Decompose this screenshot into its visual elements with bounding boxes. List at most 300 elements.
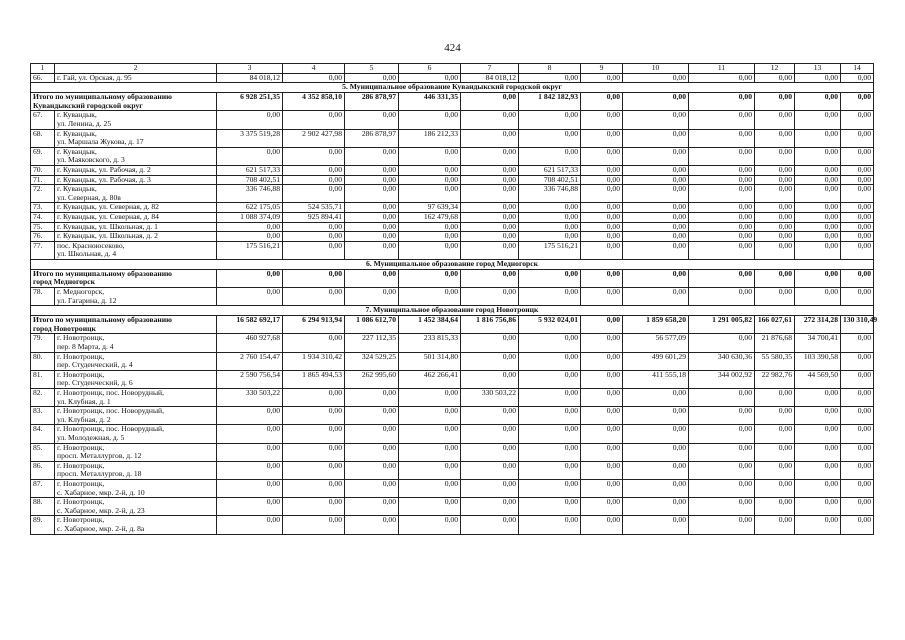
value-cell: 0,00 bbox=[217, 288, 283, 306]
column-header: 11 bbox=[689, 64, 755, 74]
address-cell bbox=[55, 498, 217, 516]
value-cell: 0,00 bbox=[841, 185, 874, 203]
value-cell: 0,00 bbox=[345, 389, 399, 407]
table-row bbox=[31, 232, 874, 242]
value-cell: 0,00 bbox=[217, 443, 283, 461]
value-cell: 1 816 756,86 bbox=[461, 316, 519, 334]
address-line: с. Хабарное, мкр. 2-й, д. 8а bbox=[57, 523, 145, 533]
table-row bbox=[31, 147, 874, 165]
value-cell: 0,00 bbox=[841, 352, 874, 370]
value-cell: 233 815,33 bbox=[399, 334, 461, 352]
value-cell: 0,00 bbox=[519, 352, 581, 370]
value-cell: 0,00 bbox=[519, 389, 581, 407]
value-cell: 0,00 bbox=[795, 129, 841, 147]
value-cell: 227 112,35 bbox=[345, 334, 399, 352]
value-cell: 0,00 bbox=[283, 288, 345, 306]
value-cell: 0,00 bbox=[461, 93, 519, 111]
value-cell: 0,00 bbox=[581, 479, 623, 497]
value-cell: 0,00 bbox=[399, 288, 461, 306]
value-cell: 0,00 bbox=[689, 203, 755, 213]
value-cell: 0,00 bbox=[581, 93, 623, 111]
column-header: 14 bbox=[841, 64, 874, 74]
value-cell: 0,00 bbox=[519, 370, 581, 388]
address-line: г. Кувандык, bbox=[57, 146, 97, 156]
value-cell: 0,00 bbox=[581, 73, 623, 83]
value-cell: 0,00 bbox=[283, 147, 345, 165]
value-cell: 0,00 bbox=[623, 389, 689, 407]
value-cell: 0,00 bbox=[689, 443, 755, 461]
value-cell: 0,00 bbox=[399, 461, 461, 479]
value-cell: 0,00 bbox=[399, 241, 461, 259]
value-cell: 0,00 bbox=[795, 516, 841, 534]
value-cell: 0,00 bbox=[841, 443, 874, 461]
table-row bbox=[31, 407, 874, 425]
value-cell: 0,00 bbox=[345, 443, 399, 461]
value-cell: 0,00 bbox=[581, 222, 623, 232]
address-line: пер. 8 Марта, д. 4 bbox=[57, 342, 114, 352]
value-cell: 446 331,35 bbox=[399, 93, 461, 111]
value-cell: 0,00 bbox=[461, 479, 519, 497]
value-cell: 2 902 427,98 bbox=[283, 129, 345, 147]
table-row bbox=[31, 425, 874, 443]
address-cell bbox=[55, 232, 217, 242]
value-cell: 0,00 bbox=[461, 147, 519, 165]
value-cell: 0,00 bbox=[841, 334, 874, 352]
row-number: 79. bbox=[31, 334, 55, 352]
value-cell: 0,00 bbox=[755, 288, 795, 306]
table-row bbox=[31, 185, 874, 203]
column-header: 4 bbox=[283, 64, 345, 74]
value-cell: 0,00 bbox=[581, 516, 623, 534]
value-cell: 330 503,22 bbox=[217, 389, 283, 407]
column-header: 12 bbox=[755, 64, 795, 74]
address-cell bbox=[55, 73, 217, 83]
value-cell: 0,00 bbox=[689, 461, 755, 479]
value-cell: 0,00 bbox=[519, 425, 581, 443]
value-cell: 55 580,35 bbox=[755, 352, 795, 370]
value-cell: 4 352 858,10 bbox=[283, 93, 345, 111]
value-cell: 336 746,88 bbox=[217, 185, 283, 203]
value-cell: 0,00 bbox=[581, 269, 623, 287]
column-header: 6 bbox=[399, 64, 461, 74]
value-cell: 0,00 bbox=[345, 203, 399, 213]
value-cell: 0,00 bbox=[399, 175, 461, 185]
value-cell: 0,00 bbox=[689, 479, 755, 497]
value-cell: 0,00 bbox=[689, 498, 755, 516]
value-cell: 0,00 bbox=[755, 461, 795, 479]
address-cell bbox=[55, 407, 217, 425]
value-cell: 0,00 bbox=[581, 316, 623, 334]
address-cell bbox=[55, 461, 217, 479]
value-cell: 0,00 bbox=[755, 111, 795, 129]
table-row bbox=[31, 288, 874, 306]
value-cell: 0,00 bbox=[795, 147, 841, 165]
value-cell: 0,00 bbox=[399, 498, 461, 516]
value-cell: 0,00 bbox=[755, 129, 795, 147]
value-cell: 0,00 bbox=[581, 212, 623, 222]
value-cell: 0,00 bbox=[461, 269, 519, 287]
table-row bbox=[31, 334, 874, 352]
value-cell: 0,00 bbox=[519, 269, 581, 287]
row-number: 77. bbox=[31, 241, 55, 259]
value-cell: 0,00 bbox=[345, 479, 399, 497]
value-cell: 0,00 bbox=[623, 461, 689, 479]
value-cell: 0,00 bbox=[795, 389, 841, 407]
value-cell: 0,00 bbox=[755, 241, 795, 259]
value-cell: 1 865 494,53 bbox=[283, 370, 345, 388]
address-line: г. Гай, ул. Орская, д. 95 bbox=[57, 72, 132, 82]
value-cell: 0,00 bbox=[581, 498, 623, 516]
value-cell: 0,00 bbox=[519, 498, 581, 516]
value-cell: 0,00 bbox=[689, 165, 755, 175]
value-cell: 0,00 bbox=[623, 288, 689, 306]
value-cell: 0,00 bbox=[623, 269, 689, 287]
section-title: 6. Муниципальное образование город Медногорск bbox=[31, 259, 874, 269]
value-cell: 1 859 658,20 bbox=[623, 316, 689, 334]
value-cell: 0,00 bbox=[689, 222, 755, 232]
table-row bbox=[31, 241, 874, 259]
value-cell: 0,00 bbox=[841, 73, 874, 83]
value-cell: 0,00 bbox=[755, 147, 795, 165]
value-cell: 0,00 bbox=[623, 165, 689, 175]
value-cell: 0,00 bbox=[689, 232, 755, 242]
value-cell: 0,00 bbox=[623, 73, 689, 83]
section-header-row bbox=[31, 306, 874, 316]
address-line: город Медногорск bbox=[33, 277, 95, 287]
table-row bbox=[31, 203, 874, 213]
value-cell: 0,00 bbox=[519, 407, 581, 425]
value-cell: 0,00 bbox=[399, 232, 461, 242]
value-cell: 56 577,09 bbox=[623, 334, 689, 352]
value-cell: 0,00 bbox=[461, 232, 519, 242]
value-cell: 0,00 bbox=[755, 222, 795, 232]
value-cell: 0,00 bbox=[345, 407, 399, 425]
value-cell: 0,00 bbox=[795, 185, 841, 203]
value-cell: 0,00 bbox=[283, 498, 345, 516]
total-label bbox=[31, 93, 217, 111]
value-cell: 0,00 bbox=[795, 222, 841, 232]
value-cell: 0,00 bbox=[399, 185, 461, 203]
address-line: г. Новотроицк, bbox=[57, 333, 105, 343]
value-cell: 0,00 bbox=[519, 479, 581, 497]
value-cell: 0,00 bbox=[581, 175, 623, 185]
table-row bbox=[31, 479, 874, 497]
value-cell: 0,00 bbox=[581, 407, 623, 425]
section-header-row bbox=[31, 259, 874, 269]
address-line: г. Кувандык, ул. Школьная, д. 2 bbox=[57, 231, 158, 241]
address-line: Кувандыкский городской округ bbox=[33, 100, 143, 110]
address-line: г. Новотроицк, пос. Новорудный, bbox=[57, 424, 165, 434]
address-cell bbox=[55, 147, 217, 165]
value-cell: 2 760 154,47 bbox=[217, 352, 283, 370]
value-cell: 0,00 bbox=[519, 222, 581, 232]
row-number: 84. bbox=[31, 425, 55, 443]
value-cell: 0,00 bbox=[399, 389, 461, 407]
value-cell: 621 517,33 bbox=[217, 165, 283, 175]
address-line: г. Новотроицк, пос. Новорудный, bbox=[57, 388, 165, 397]
value-cell: 0,00 bbox=[841, 129, 874, 147]
section-title: 7. Муниципальное образование город Новотроицк bbox=[31, 306, 874, 316]
value-cell: 0,00 bbox=[755, 165, 795, 175]
value-cell: 0,00 bbox=[841, 212, 874, 222]
value-cell: 0,00 bbox=[795, 443, 841, 461]
value-cell: 0,00 bbox=[755, 73, 795, 83]
value-cell: 0,00 bbox=[519, 461, 581, 479]
table-body bbox=[31, 63, 878, 535]
value-cell: 0,00 bbox=[755, 212, 795, 222]
value-cell: 0,00 bbox=[519, 203, 581, 213]
value-cell: 0,00 bbox=[461, 516, 519, 534]
value-cell: 0,00 bbox=[461, 443, 519, 461]
total-row bbox=[31, 269, 874, 287]
value-cell: 0,00 bbox=[623, 203, 689, 213]
value-cell: 344 002,92 bbox=[689, 370, 755, 388]
value-cell: 622 175,05 bbox=[217, 203, 283, 213]
value-cell: 0,00 bbox=[689, 288, 755, 306]
value-cell: 0,00 bbox=[461, 334, 519, 352]
value-cell: 0,00 bbox=[345, 175, 399, 185]
value-cell: 0,00 bbox=[795, 93, 841, 111]
address-line: ул. Маяковского, д. 3 bbox=[57, 155, 125, 165]
value-cell: 0,00 bbox=[795, 269, 841, 287]
table-row bbox=[31, 461, 874, 479]
value-cell: 0,00 bbox=[689, 389, 755, 407]
column-header: 8 bbox=[519, 64, 581, 74]
value-cell: 0,00 bbox=[345, 212, 399, 222]
value-cell: 501 314,80 bbox=[399, 352, 461, 370]
value-cell: 0,00 bbox=[689, 269, 755, 287]
value-cell: 0,00 bbox=[461, 425, 519, 443]
value-cell: 6 294 913,94 bbox=[283, 316, 345, 334]
table-row bbox=[31, 165, 874, 175]
column-header: 1 bbox=[31, 64, 55, 74]
value-cell: 0,00 bbox=[795, 407, 841, 425]
value-cell: 0,00 bbox=[795, 165, 841, 175]
value-cell: 0,00 bbox=[519, 443, 581, 461]
value-cell: 84 018,12 bbox=[217, 73, 283, 83]
value-cell: 0,00 bbox=[461, 241, 519, 259]
value-cell: 44 569,50 bbox=[795, 370, 841, 388]
value-cell: 0,00 bbox=[519, 73, 581, 83]
value-cell: 0,00 bbox=[581, 147, 623, 165]
value-cell: 0,00 bbox=[755, 407, 795, 425]
value-cell: 0,00 bbox=[623, 175, 689, 185]
value-cell: 1 086 612,70 bbox=[345, 316, 399, 334]
value-cell: 0,00 bbox=[755, 443, 795, 461]
value-cell: 0,00 bbox=[461, 461, 519, 479]
row-number: 88. bbox=[31, 498, 55, 516]
value-cell: 186 212,33 bbox=[399, 129, 461, 147]
value-cell: 2 590 756,54 bbox=[217, 370, 283, 388]
value-cell: 0,00 bbox=[795, 498, 841, 516]
value-cell: 0,00 bbox=[623, 443, 689, 461]
value-cell: 0,00 bbox=[283, 269, 345, 287]
value-cell: 925 894,41 bbox=[283, 212, 345, 222]
value-cell: 0,00 bbox=[461, 111, 519, 129]
row-number: 82. bbox=[31, 389, 55, 407]
value-cell: 336 746,88 bbox=[519, 185, 581, 203]
value-cell: 0,00 bbox=[519, 334, 581, 352]
value-cell: 0,00 bbox=[345, 269, 399, 287]
address-line: просп. Металлургов, д. 12 bbox=[57, 451, 142, 461]
table-row bbox=[31, 212, 874, 222]
value-cell: 0,00 bbox=[841, 498, 874, 516]
address-cell bbox=[55, 212, 217, 222]
value-cell: 0,00 bbox=[841, 461, 874, 479]
value-cell: 0,00 bbox=[399, 73, 461, 83]
value-cell: 0,00 bbox=[689, 425, 755, 443]
value-cell: 0,00 bbox=[689, 516, 755, 534]
value-cell: 0,00 bbox=[795, 175, 841, 185]
value-cell: 166 027,61 bbox=[755, 316, 795, 334]
value-cell: 0,00 bbox=[345, 165, 399, 175]
address-cell bbox=[55, 334, 217, 352]
address-line: с. Хабарное, мкр. 2-й, д. 10 bbox=[57, 487, 145, 497]
value-cell: 0,00 bbox=[841, 175, 874, 185]
value-cell: 0,00 bbox=[217, 425, 283, 443]
row-number: 75. bbox=[31, 222, 55, 232]
value-cell: 1 842 182,93 bbox=[519, 93, 581, 111]
value-cell: 0,00 bbox=[283, 516, 345, 534]
address-line: Итого по муниципальному образованию bbox=[33, 92, 172, 102]
address-cell bbox=[55, 165, 217, 175]
value-cell: 0,00 bbox=[217, 516, 283, 534]
value-cell: 0,00 bbox=[461, 203, 519, 213]
value-cell: 0,00 bbox=[399, 407, 461, 425]
value-cell: 0,00 bbox=[795, 461, 841, 479]
value-cell: 0,00 bbox=[689, 111, 755, 129]
value-cell: 0,00 bbox=[283, 165, 345, 175]
value-cell: 175 516,21 bbox=[217, 241, 283, 259]
address-cell bbox=[55, 479, 217, 497]
value-cell: 0,00 bbox=[841, 111, 874, 129]
value-cell: 0,00 bbox=[581, 288, 623, 306]
value-cell: 0,00 bbox=[795, 111, 841, 129]
value-cell: 0,00 bbox=[841, 203, 874, 213]
value-cell: 0,00 bbox=[345, 288, 399, 306]
address-line: ул. Ленина, д. 25 bbox=[57, 118, 112, 128]
value-cell: 0,00 bbox=[399, 222, 461, 232]
value-cell: 1 934 310,42 bbox=[283, 352, 345, 370]
column-header: 10 bbox=[623, 64, 689, 74]
value-cell: 0,00 bbox=[461, 498, 519, 516]
value-cell: 411 555,18 bbox=[623, 370, 689, 388]
value-cell: 0,00 bbox=[461, 165, 519, 175]
value-cell: 0,00 bbox=[755, 498, 795, 516]
value-cell: 0,00 bbox=[689, 147, 755, 165]
address-line: просп. Металлургов, д. 18 bbox=[57, 469, 142, 479]
address-line: г. Кувандык, ул. Школьная, д. 1 bbox=[57, 221, 158, 231]
address-line: г. Новотроицк, bbox=[57, 442, 105, 452]
value-cell: 3 375 519,28 bbox=[217, 129, 283, 147]
value-cell: 0,00 bbox=[689, 185, 755, 203]
value-cell: 0,00 bbox=[623, 407, 689, 425]
value-cell: 0,00 bbox=[399, 111, 461, 129]
row-number: 78. bbox=[31, 288, 55, 306]
value-cell: 0,00 bbox=[519, 212, 581, 222]
value-cell: 0,00 bbox=[581, 334, 623, 352]
value-cell: 0,00 bbox=[689, 407, 755, 425]
value-cell: 0,00 bbox=[841, 479, 874, 497]
value-cell: 0,00 bbox=[581, 129, 623, 147]
value-cell: 0,00 bbox=[581, 185, 623, 203]
value-cell: 0,00 bbox=[755, 389, 795, 407]
value-cell: 262 995,60 bbox=[345, 370, 399, 388]
address-line: пер. Студенческий, д. 4 bbox=[57, 360, 133, 370]
address-cell bbox=[55, 352, 217, 370]
value-cell: 0,00 bbox=[581, 352, 623, 370]
address-line: г. Новотроицк, пос. Новорудный, bbox=[57, 406, 165, 416]
value-cell: 0,00 bbox=[399, 147, 461, 165]
value-cell: 0,00 bbox=[217, 461, 283, 479]
address-line: Итого по муниципальному образованию bbox=[33, 268, 172, 278]
address-line: ул. Клубная, д. 2 bbox=[57, 414, 111, 424]
value-cell: 0,00 bbox=[689, 129, 755, 147]
value-cell: 0,00 bbox=[755, 479, 795, 497]
value-cell: 0,00 bbox=[581, 389, 623, 407]
value-cell: 708 402,51 bbox=[217, 175, 283, 185]
value-cell: 0,00 bbox=[841, 269, 874, 287]
value-cell: 1 088 374,09 bbox=[217, 212, 283, 222]
value-cell: 0,00 bbox=[519, 147, 581, 165]
value-cell: 0,00 bbox=[841, 516, 874, 534]
value-cell: 0,00 bbox=[399, 165, 461, 175]
value-cell: 708 402,51 bbox=[519, 175, 581, 185]
value-cell: 0,00 bbox=[283, 73, 345, 83]
row-number: 69. bbox=[31, 147, 55, 165]
table-row bbox=[31, 129, 874, 147]
row-number: 87. bbox=[31, 479, 55, 497]
value-cell: 0,00 bbox=[623, 212, 689, 222]
value-cell: 0,00 bbox=[461, 175, 519, 185]
value-cell: 0,00 bbox=[217, 111, 283, 129]
value-cell: 0,00 bbox=[345, 241, 399, 259]
value-cell: 0,00 bbox=[461, 407, 519, 425]
value-cell: 0,00 bbox=[581, 241, 623, 259]
column-header: 2 bbox=[55, 64, 217, 74]
value-cell: 22 982,76 bbox=[755, 370, 795, 388]
value-cell: 0,00 bbox=[841, 93, 874, 111]
value-cell: 0,00 bbox=[841, 389, 874, 407]
address-line: г. Новотроицк, bbox=[57, 478, 105, 488]
value-cell: 272 314,28 bbox=[795, 316, 841, 334]
row-number: 66. bbox=[31, 73, 55, 83]
value-cell: 0,00 bbox=[841, 147, 874, 165]
value-cell: 175 516,21 bbox=[519, 241, 581, 259]
value-cell: 21 876,68 bbox=[755, 334, 795, 352]
value-cell: 0,00 bbox=[841, 370, 874, 388]
value-cell: 0,00 bbox=[689, 212, 755, 222]
section-header-row bbox=[31, 83, 874, 93]
value-cell: 0,00 bbox=[795, 479, 841, 497]
value-cell: 0,00 bbox=[283, 407, 345, 425]
value-cell: 0,00 bbox=[623, 129, 689, 147]
value-cell: 0,00 bbox=[345, 461, 399, 479]
value-cell: 0,00 bbox=[283, 461, 345, 479]
value-cell: 0,00 bbox=[461, 352, 519, 370]
value-cell: 1 291 005,82 bbox=[689, 316, 755, 334]
value-cell: 0,00 bbox=[345, 73, 399, 83]
address-line: Итого по муниципальному образованию bbox=[33, 315, 172, 325]
value-cell: 0,00 bbox=[755, 185, 795, 203]
value-cell: 0,00 bbox=[623, 222, 689, 232]
column-header: 9 bbox=[581, 64, 623, 74]
value-cell: 34 700,41 bbox=[795, 334, 841, 352]
value-cell: 0,00 bbox=[755, 425, 795, 443]
value-cell: 0,00 bbox=[345, 516, 399, 534]
value-cell: 524 535,71 bbox=[283, 203, 345, 213]
address-line: с. Хабарное, мкр. 2-й, д. 23 bbox=[57, 505, 145, 515]
